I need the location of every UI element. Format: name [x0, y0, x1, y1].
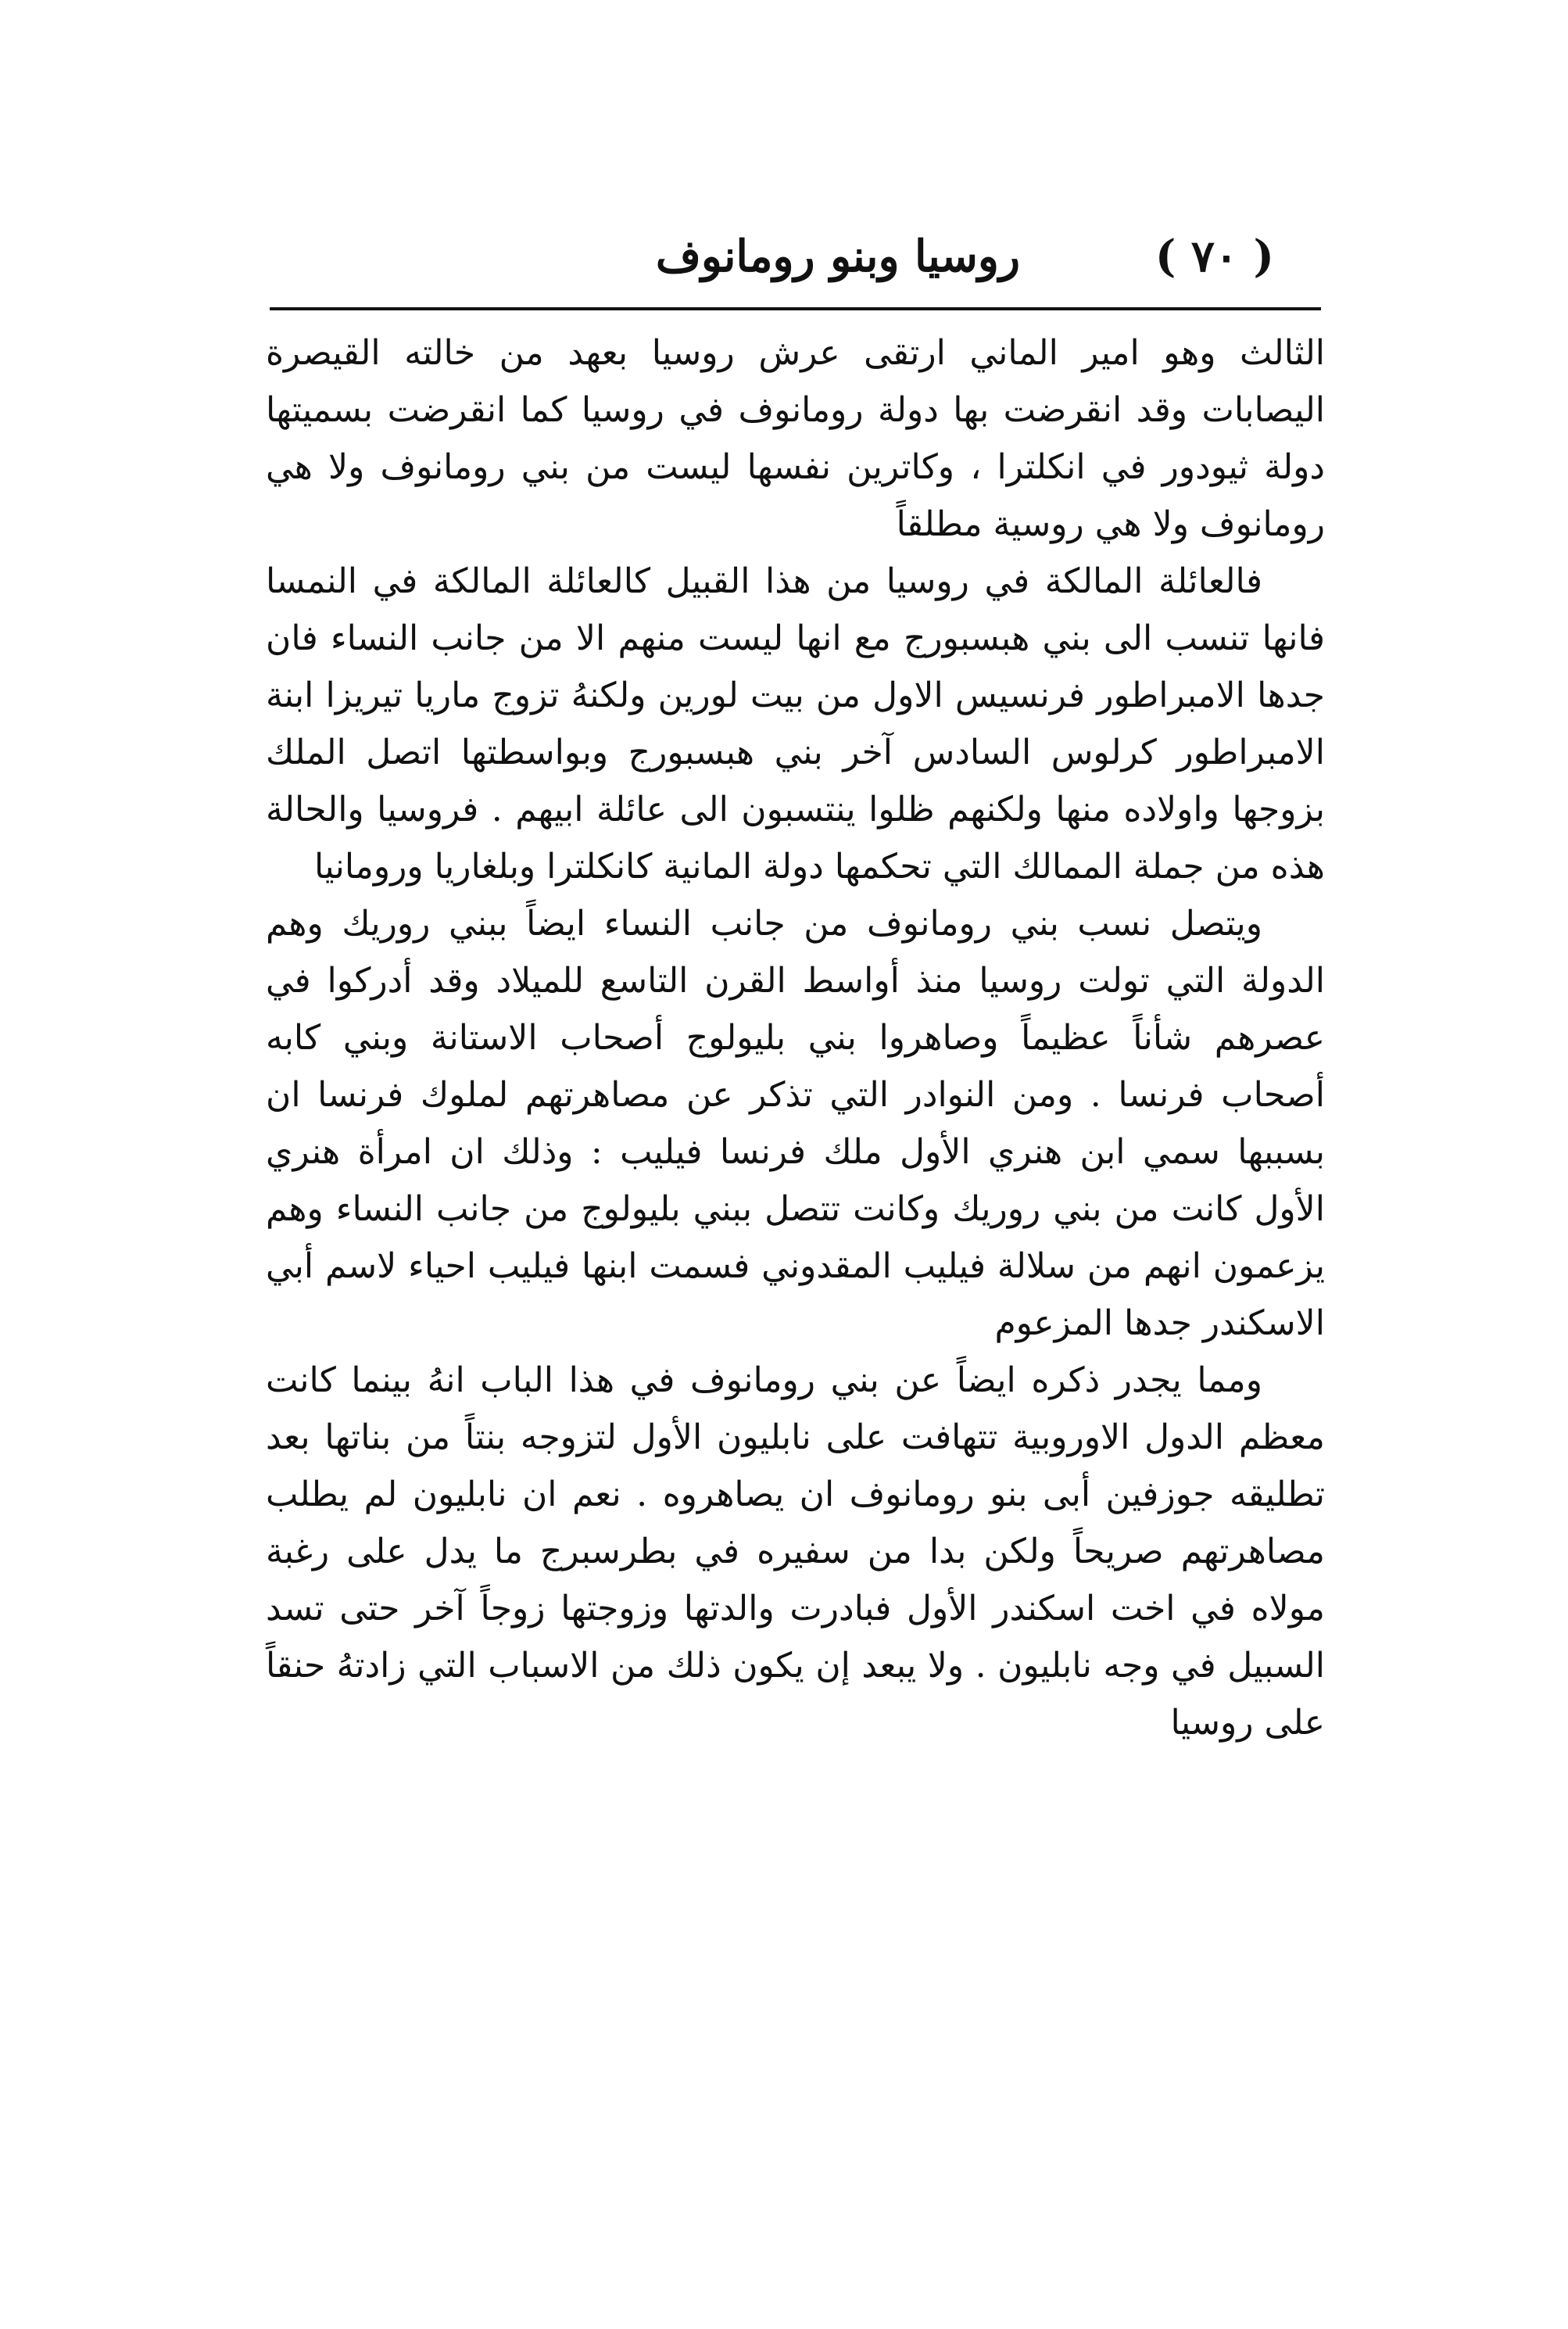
page-number: ( ٧٠ ): [1155, 231, 1274, 282]
paragraph-3: ويتصل نسب بني رومانوف من جانب النساء ايضاً ببني روريك وهم الدولة التي تولت روسيا منذ أواسط القرن التاسع للميلاد وقد أدركوا في عصرهم شأناً عظيماً وصاهروا بني بليولوج أصحاب الاستانة وبني كابه أصحاب فرنسا . ومن النوادر التي تذكر عن مصاهرتهم لملوك فرنسا ان بسببها سمي ابن هنري الأول ملك فرنسا فيليب : وذلك ان امرأة هنري الأول كانت من بني روريك وكانت تتصل ببني بليولوج من جانب النساء وهم يزعمون انهم من سلالة فيليب المقدوني فسمت ابنها فيليب احياء لاسم أبي الاسكندر جدها المزعوم: [266, 904, 1326, 1343]
running-title: روسيا وبنو رومانوف: [655, 231, 1020, 282]
paragraph-1: الثالث وهو امير الماني ارتقى عرش روسيا بعهد من خالته القيصرة اليصابات وقد انقرضت بها دولة رومانوف في روسيا كما انقرضت بسميتها دولة ثيودور في انكلترا ، وكاترين نفسها ليست من بني رومانوف ولا هي رومانوف ولا هي روسية مطلقاً: [266, 333, 1325, 544]
running-head: [270, 223, 1317, 293]
header-rule: [270, 307, 1321, 310]
paragraph-2: فالعائلة المالكة في روسيا من هذا القبيل كالعائلة المالكة في النمسا فانها تنسب الى بني هبسبورج مع انها ليست منهم الا من جانب النساء فان جدها الامبراطور فرنسيس الاول من بيت لورين ولكنهُ تزوج ماريا تيريزا ابنة الامبراطور كرلوس السادس آخر بني هبسبورج وبواسطتها اتصل الملك بزوجها واولاده منها ولكنهم ظلوا ينتسبون الى عائلة ابيهم . فروسيا والحالة هذه من جملة الممالك التي تحكمها دولة المانية كانكلترا وبلغاريا ورومانيا: [266, 561, 1325, 887]
body-text: [266, 324, 1325, 1751]
paragraph-4: ومما يجدر ذكره ايضاً عن بني رومانوف في هذا الباب انهُ بينما كانت معظم الدول الاوروبية تتهافت على نابليون الأول لتزوجه بنتاً من بناتها بعد تطليقه جوزفين أبى بنو رومانوف ان يصاهروه . نعم ان نابليون لم يطلب مصاهرتهم صريحاً ولكن بدا من سفيره في بطرسبرج ما يدل على رغبة مولاه في اخت اسكندر الأول فبادرت والدتها وزوجتها زوجاً آخر حتى تسد السبيل في وجه نابليون . ولا يبعد إن يكون ذلك من الاسباب التي زادتهُ حنقاً على روسيا: [266, 1360, 1325, 1743]
